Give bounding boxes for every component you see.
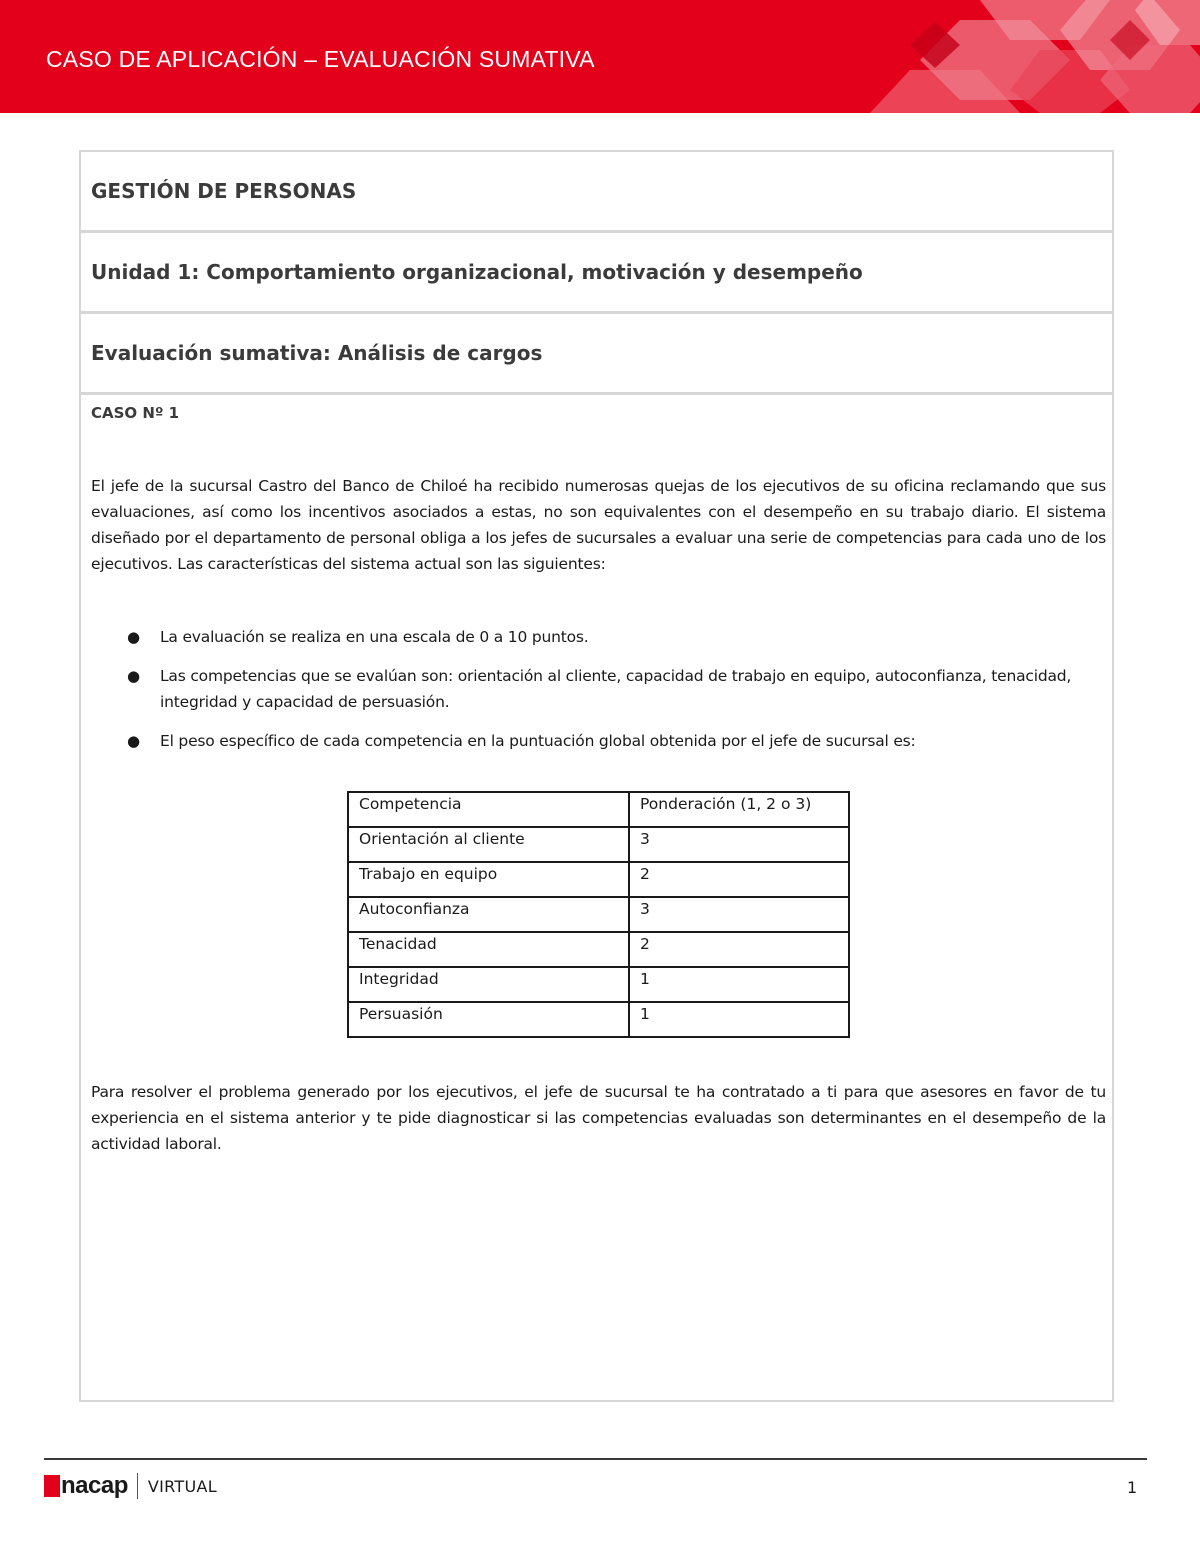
table-row (348, 897, 849, 932)
logo-mark-icon (44, 1475, 60, 1497)
case-label: CASO Nº 1 (91, 404, 180, 422)
table-header-cell: Competencia (348, 792, 629, 827)
logo-separator (137, 1473, 138, 1499)
course-title: GESTIÓN DE PERSONAS (91, 179, 357, 203)
table-cell: 3 (629, 827, 849, 862)
table-cell: 2 (629, 862, 849, 897)
characteristics-list (91, 624, 1106, 754)
table-cell: Tenacidad (348, 932, 629, 967)
table-row (348, 967, 849, 1002)
case-intro-paragraph: El jefe de la sucursal Castro del Banco de Chiloé ha recibido numerosas quejas de los ejecutivos de su oficina reclamando que sus evaluaciones, así como los incentivos asociados a estas, no son equivalentes con el desempeño en su trabajo diario. El sistema diseñado por el departamento de personal obliga a los jefes de sucursales a evaluar una serie de competencias para cada uno de los ejecutivos. Las características del sistema actual son las siguientes: (91, 477, 1106, 573)
evaluation-header-row (81, 314, 1112, 395)
list-item: ● La evaluación se realiza en una escala de 0 a 10 puntos. (91, 624, 1106, 650)
table-header-cell: Ponderación (1, 2 o 3) (629, 792, 849, 827)
table-row (348, 932, 849, 967)
course-header-row (81, 152, 1112, 233)
table-header-row (348, 792, 849, 827)
unit-title: Unidad 1: Comportamiento organizacional, motivación y desempeño (91, 260, 863, 284)
evaluation-title: Evaluación sumativa: Análisis de cargos (91, 341, 543, 365)
table-cell: 1 (629, 1002, 849, 1037)
logo-virtual-label: VIRTUAL (147, 1476, 217, 1496)
bullet-icon: ● (127, 628, 140, 646)
page-number: 1 (1127, 1478, 1138, 1497)
hexagon-pattern-decoration (680, 0, 1200, 113)
competency-table (347, 791, 850, 1038)
case-closing-paragraph: Para resolver el problema generado por los ejecutivos, el jefe de sucursal te ha contratado a ti para que asesores en favor de tu experiencia en el sistema anterior y te pide diagnosticar si las competencias evaluadas son determinantes en el desempeño de la actividad laboral. (91, 1083, 1106, 1153)
footer-divider (44, 1458, 1147, 1460)
bullet-icon: ● (127, 732, 140, 750)
table-cell: 2 (629, 932, 849, 967)
table-cell: Integridad (348, 967, 629, 1002)
list-item: ● El peso específico de cada competencia en la puntuación global obtenida por el jefe de sucursal es: (91, 728, 1106, 754)
table-cell: 3 (629, 897, 849, 932)
table-cell: Autoconfianza (348, 897, 629, 932)
bullet-icon: ● (127, 667, 140, 685)
header-banner (0, 0, 1200, 113)
content-box (79, 150, 1114, 1402)
case-body (91, 398, 1106, 1157)
inacap-logo (44, 1472, 217, 1500)
list-item: ● Las competencias que se evalúan son: orientación al cliente, capacidad de trabajo en equipo, autoconfianza, tenacidad, integridad y capacidad de persuasión. (91, 663, 1106, 715)
table-row (348, 827, 849, 862)
table-cell: Persuasión (348, 1002, 629, 1037)
table-cell: 1 (629, 967, 849, 1002)
table-row (348, 862, 849, 897)
table-cell: Trabajo en equipo (348, 862, 629, 897)
unit-header-row (81, 233, 1112, 314)
table-cell: Orientación al cliente (348, 827, 629, 862)
banner-title: CASO DE APLICACIÓN – EVALUACIÓN SUMATIVA (46, 46, 595, 72)
table-row (348, 1002, 849, 1037)
logo-text: nacap (61, 1472, 128, 1499)
